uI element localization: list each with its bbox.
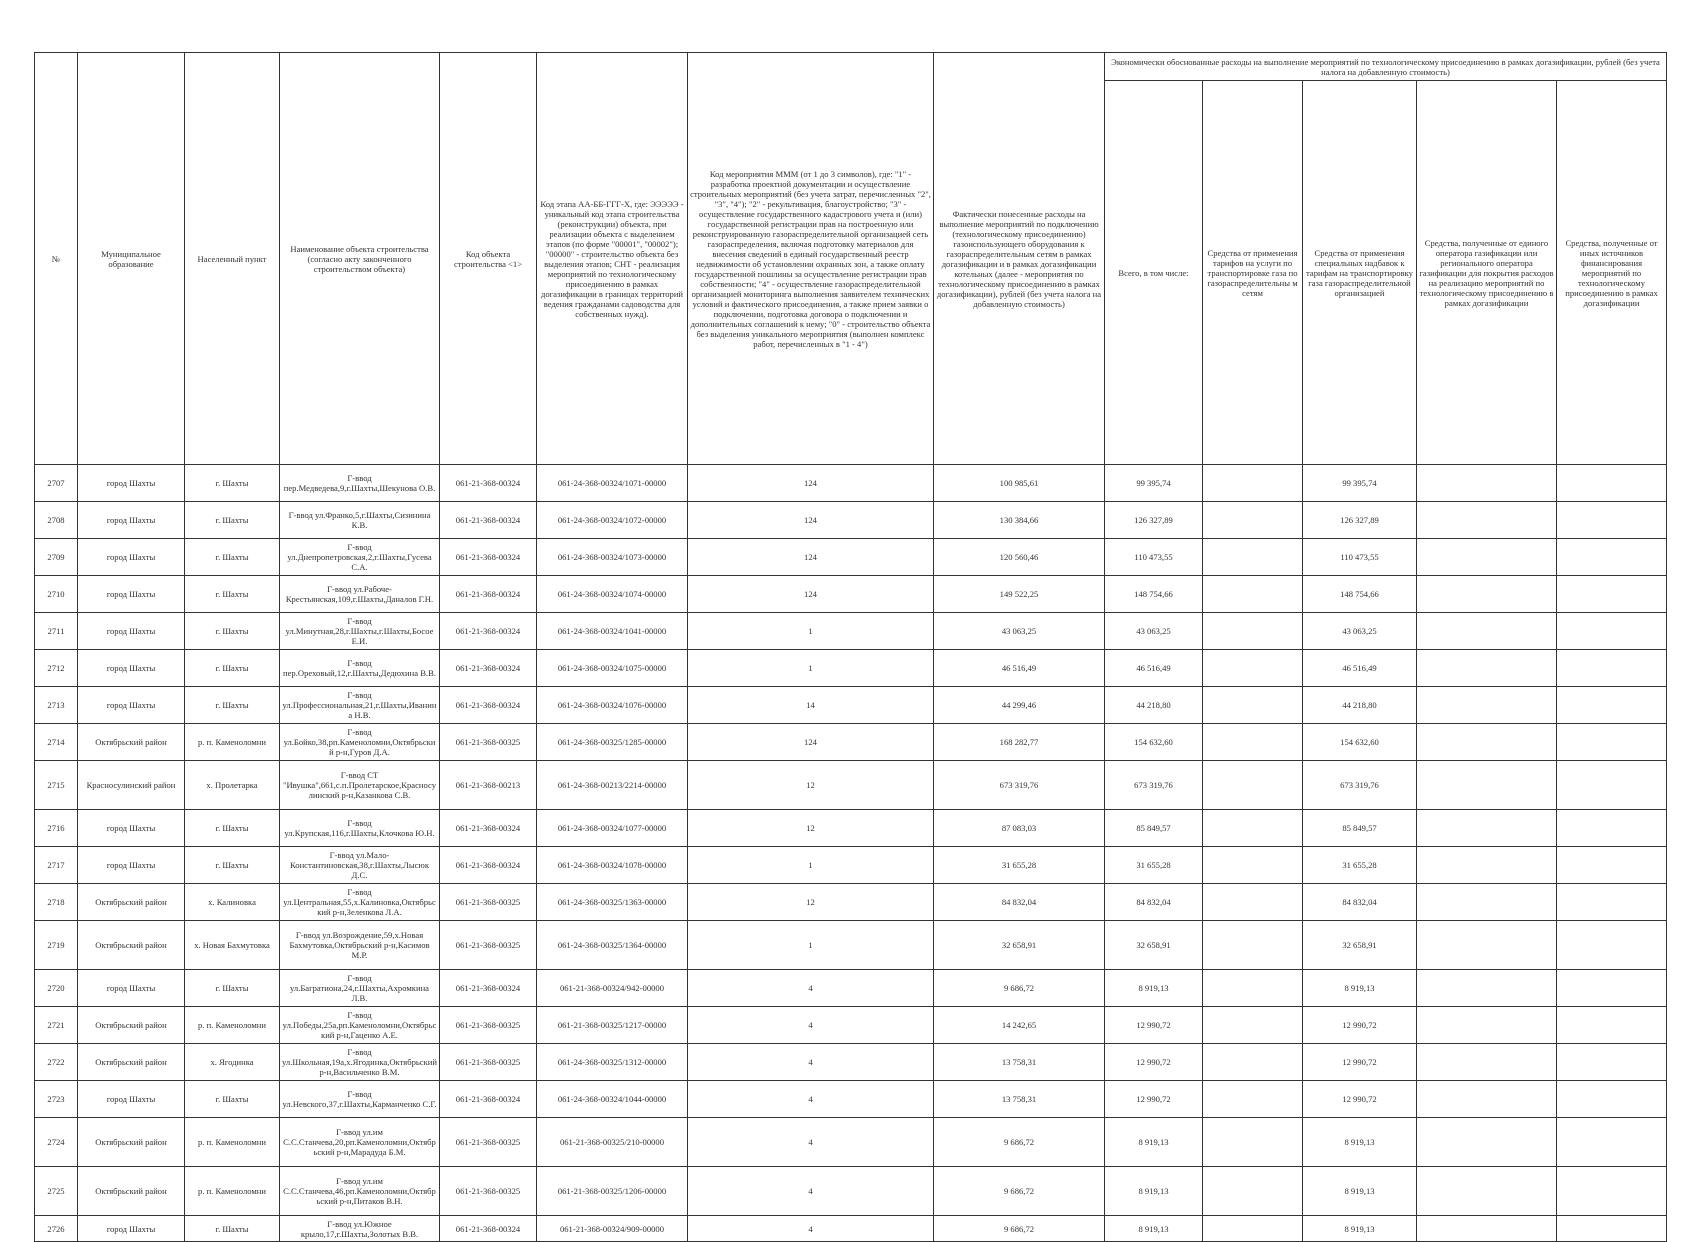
- cell-special-markup: 12 990,72: [1303, 1007, 1417, 1044]
- header-other-sources: Средства, полученные от иных источников финансирования мероприятий по технологическому присоединению в рамках догазификации: [1557, 81, 1667, 465]
- cell-event-code: 1: [688, 847, 934, 884]
- cell-operator-funds: [1417, 465, 1557, 502]
- cell-operator-funds: [1417, 1081, 1557, 1118]
- cell-actual-expenses: 673 319,76: [934, 761, 1105, 810]
- cell-total: 46 516,49: [1105, 650, 1203, 687]
- cell-object-code: 061-21-368-00324: [440, 1081, 537, 1118]
- cell-total: 12 990,72: [1105, 1044, 1203, 1081]
- cell-other-sources: [1557, 465, 1667, 502]
- cell-stage-code: 061-21-368-00324/909-00000: [537, 1216, 688, 1242]
- cell-num: 2711: [35, 613, 78, 650]
- cell-stage-code: 061-24-368-00325/1285-00000: [537, 724, 688, 761]
- cell-municipality: город Шахты: [78, 1216, 185, 1242]
- cell-operator-funds: [1417, 810, 1557, 847]
- cell-total: 126 327,89: [1105, 502, 1203, 539]
- header-locality: Населенный пункт: [185, 53, 280, 465]
- cell-object-code: 061-21-368-00325: [440, 1167, 537, 1216]
- cell-total: 110 473,55: [1105, 539, 1203, 576]
- cell-actual-expenses: 84 832,04: [934, 884, 1105, 921]
- cell-locality: х. Ягодинка: [185, 1044, 280, 1081]
- cell-operator-funds: [1417, 687, 1557, 724]
- cell-municipality: город Шахты: [78, 502, 185, 539]
- header-tariff-transport: Средства от применения тарифов на услуги по транспортировке газа по газораспределительны м сетям: [1203, 81, 1303, 465]
- cell-other-sources: [1557, 650, 1667, 687]
- cell-object-name: Г-ввод пер.Ореховый,12,г.Шахты,Дедюхина В.В.: [280, 650, 440, 687]
- cell-special-markup: 43 063,25: [1303, 613, 1417, 650]
- table-row: [35, 1167, 1667, 1216]
- table-row: [35, 761, 1667, 810]
- cell-tariff-transport: [1203, 1118, 1303, 1167]
- cell-operator-funds: [1417, 1167, 1557, 1216]
- cell-stage-code: 061-24-368-00324/1071-00000: [537, 465, 688, 502]
- table-row: [35, 970, 1667, 1007]
- cell-actual-expenses: 14 242,65: [934, 1007, 1105, 1044]
- cell-tariff-transport: [1203, 884, 1303, 921]
- cell-other-sources: [1557, 539, 1667, 576]
- cell-num: 2717: [35, 847, 78, 884]
- cell-other-sources: [1557, 921, 1667, 970]
- cell-actual-expenses: 9 686,72: [934, 1118, 1105, 1167]
- cell-total: 84 832,04: [1105, 884, 1203, 921]
- cell-actual-expenses: 9 686,72: [934, 970, 1105, 1007]
- cell-other-sources: [1557, 1167, 1667, 1216]
- table-row: [35, 687, 1667, 724]
- cell-locality: г. Шахты: [185, 847, 280, 884]
- cell-actual-expenses: 9 686,72: [934, 1216, 1105, 1242]
- header-municipality: Муниципальное образование: [78, 53, 185, 465]
- cell-object-name: Г-ввод СТ "Ивушка",661,с.п.Пролетарское,Красносулинский р-н,Казанкова С.В.: [280, 761, 440, 810]
- cell-other-sources: [1557, 1007, 1667, 1044]
- cell-actual-expenses: 149 522,25: [934, 576, 1105, 613]
- cell-municipality: город Шахты: [78, 613, 185, 650]
- cell-tariff-transport: [1203, 687, 1303, 724]
- table-row: [35, 1044, 1667, 1081]
- cell-special-markup: 46 516,49: [1303, 650, 1417, 687]
- cell-total: 154 632,60: [1105, 724, 1203, 761]
- cell-object-name: Г-ввод пер.Медведева,9,г.Шахты,Шекунова О.В.: [280, 465, 440, 502]
- table-row: [35, 650, 1667, 687]
- table-row: [35, 502, 1667, 539]
- cell-object-code: 061-21-368-00324: [440, 810, 537, 847]
- cell-locality: г. Шахты: [185, 613, 280, 650]
- cell-tariff-transport: [1203, 921, 1303, 970]
- cell-stage-code: 061-21-368-00325/210-00000: [537, 1118, 688, 1167]
- cell-event-code: 12: [688, 884, 934, 921]
- cell-stage-code: 061-24-368-00324/1076-00000: [537, 687, 688, 724]
- cell-object-code: 061-21-368-00324: [440, 539, 537, 576]
- cell-actual-expenses: 31 655,28: [934, 847, 1105, 884]
- cell-actual-expenses: 100 985,61: [934, 465, 1105, 502]
- cell-object-name: Г-ввод ул.Центральная,55,х.Калиновка,Октябрьский р-н,Зеленкова Л.А.: [280, 884, 440, 921]
- cell-other-sources: [1557, 1118, 1667, 1167]
- cell-municipality: город Шахты: [78, 847, 185, 884]
- cell-stage-code: 061-24-368-00325/1364-00000: [537, 921, 688, 970]
- cell-stage-code: 061-24-368-00324/1078-00000: [537, 847, 688, 884]
- cell-event-code: 4: [688, 1007, 934, 1044]
- cell-locality: г. Шахты: [185, 576, 280, 613]
- cell-special-markup: 110 473,55: [1303, 539, 1417, 576]
- table-row: [35, 810, 1667, 847]
- cell-operator-funds: [1417, 576, 1557, 613]
- cell-locality: г. Шахты: [185, 465, 280, 502]
- cell-num: 2725: [35, 1167, 78, 1216]
- cell-object-name: Г-ввод ул.Победы,25а,рп.Каменоломни,Октябрьский р-н,Гаценко А.Е.: [280, 1007, 440, 1044]
- header-stage-code: Код этапа АА-ББ-ГГГ-Х, где: ЭЭЭЭЭ - уникальный код этапа строительства (реконструкции) объекта, при реализации объекта с выделением этапов (по форме "00001", "00002"); "00000" - строительство объекта без выделения этапов; СНТ - реализация мероприятий по технологическому присоединению в рамках догазификации в границах территорий ведения гражданами садоводства для собственных нужд).: [537, 53, 688, 465]
- cell-tariff-transport: [1203, 1044, 1303, 1081]
- cell-num: 2720: [35, 970, 78, 1007]
- cell-special-markup: 44 218,80: [1303, 687, 1417, 724]
- cell-other-sources: [1557, 970, 1667, 1007]
- cell-locality: г. Шахты: [185, 970, 280, 1007]
- cell-object-name: Г-ввод ул.Франко,5,г.Шахты,Сизинина К.В.: [280, 502, 440, 539]
- cell-num: 2716: [35, 810, 78, 847]
- header-actual-expenses: Фактически понесенные расходы на выполнение мероприятий по подключению (технологическому присоединению) газоиспользующего оборудования к газораспределительным сетям в рамках догазификации и в рамках догазификации котельных (далее - мероприятия по технологическому присоединению в рамках догазификации), рублей (без учета налога на добавленную стоимость): [934, 53, 1105, 465]
- cell-total: 8 919,13: [1105, 1216, 1203, 1242]
- cell-locality: р. п. Каменоломни: [185, 1118, 280, 1167]
- cell-special-markup: 126 327,89: [1303, 502, 1417, 539]
- cell-num: 2726: [35, 1216, 78, 1242]
- cell-special-markup: 8 919,13: [1303, 1167, 1417, 1216]
- cell-event-code: 4: [688, 1167, 934, 1216]
- cell-special-markup: 8 919,13: [1303, 1118, 1417, 1167]
- cell-object-code: 061-21-368-00324: [440, 502, 537, 539]
- cell-total: 12 990,72: [1105, 1081, 1203, 1118]
- table-row: [35, 1216, 1667, 1242]
- cell-object-name: Г-ввод ул.Рабоче-Крестьянская,109,г.Шахты,Даналов Г.Н.: [280, 576, 440, 613]
- header-operator-funds: Средства, полученные от единого оператора газификации или регионального оператора газификации для покрытия расходов на реализацию мероприятий по технологическому присоединению в рамках догазификации: [1417, 81, 1557, 465]
- cell-stage-code: 061-24-368-00324/1074-00000: [537, 576, 688, 613]
- cell-object-code: 061-21-368-00324: [440, 1216, 537, 1242]
- cell-event-code: 124: [688, 576, 934, 613]
- cell-tariff-transport: [1203, 1007, 1303, 1044]
- cell-other-sources: [1557, 847, 1667, 884]
- cell-stage-code: 061-24-368-00324/1072-00000: [537, 502, 688, 539]
- table-row: [35, 921, 1667, 970]
- cell-total: 85 849,57: [1105, 810, 1203, 847]
- cell-object-name: Г-ввод ул.Мало-Константиновская,38,г.Шахты,Лысюк Д.С.: [280, 847, 440, 884]
- cell-actual-expenses: 43 063,25: [934, 613, 1105, 650]
- cell-other-sources: [1557, 1216, 1667, 1242]
- cell-tariff-transport: [1203, 847, 1303, 884]
- cell-total: 8 919,13: [1105, 970, 1203, 1007]
- cell-total: 12 990,72: [1105, 1007, 1203, 1044]
- cell-actual-expenses: 46 516,49: [934, 650, 1105, 687]
- cell-other-sources: [1557, 502, 1667, 539]
- cell-object-code: 061-21-368-00324: [440, 970, 537, 1007]
- cell-total: 43 063,25: [1105, 613, 1203, 650]
- cell-tariff-transport: [1203, 810, 1303, 847]
- cell-operator-funds: [1417, 724, 1557, 761]
- cell-locality: г. Шахты: [185, 650, 280, 687]
- table-row: [35, 724, 1667, 761]
- cell-actual-expenses: 13 758,31: [934, 1081, 1105, 1118]
- cell-special-markup: 673 319,76: [1303, 761, 1417, 810]
- cell-operator-funds: [1417, 1007, 1557, 1044]
- cell-stage-code: 061-24-368-00324/1073-00000: [537, 539, 688, 576]
- cell-municipality: город Шахты: [78, 687, 185, 724]
- cell-municipality: Октябрьский район: [78, 1118, 185, 1167]
- cell-stage-code: 061-21-368-00325/1217-00000: [537, 1007, 688, 1044]
- cell-stage-code: 061-24-368-00325/1363-00000: [537, 884, 688, 921]
- cell-operator-funds: [1417, 884, 1557, 921]
- cell-object-name: Г-ввод ул.Школьная,19а,х.Ягодинка,Октябрьский р-н,Васильченко В.М.: [280, 1044, 440, 1081]
- cell-locality: р. п. Каменоломни: [185, 724, 280, 761]
- cell-other-sources: [1557, 724, 1667, 761]
- cell-num: 2709: [35, 539, 78, 576]
- cell-locality: г. Шахты: [185, 502, 280, 539]
- cell-tariff-transport: [1203, 1081, 1303, 1118]
- cell-object-code: 061-21-368-00325: [440, 724, 537, 761]
- cell-locality: р. п. Каменоломни: [185, 1167, 280, 1216]
- cell-event-code: 12: [688, 810, 934, 847]
- cell-operator-funds: [1417, 502, 1557, 539]
- cell-stage-code: 061-24-368-00213/2214-00000: [537, 761, 688, 810]
- cell-stage-code: 061-24-368-00324/1077-00000: [537, 810, 688, 847]
- cell-tariff-transport: [1203, 502, 1303, 539]
- cell-locality: г. Шахты: [185, 1216, 280, 1242]
- cell-municipality: Красносулинский район: [78, 761, 185, 810]
- cell-num: 2722: [35, 1044, 78, 1081]
- cell-actual-expenses: 87 083,03: [934, 810, 1105, 847]
- cell-municipality: Октябрьский район: [78, 1007, 185, 1044]
- cell-object-name: Г-ввод ул.Возрождение,59,х.Новая Бахмутовка,Октябрьский р-н,Касимов М.Р.: [280, 921, 440, 970]
- cell-object-code: 061-21-368-00324: [440, 576, 537, 613]
- cell-municipality: город Шахты: [78, 465, 185, 502]
- cell-tariff-transport: [1203, 761, 1303, 810]
- table-body: [35, 465, 1667, 1242]
- cell-municipality: город Шахты: [78, 1081, 185, 1118]
- expenses-table: [34, 52, 1667, 1242]
- cell-municipality: Октябрьский район: [78, 1044, 185, 1081]
- cell-event-code: 124: [688, 502, 934, 539]
- header-object-code: Код объекта строительства <1>: [440, 53, 537, 465]
- cell-total: 8 919,13: [1105, 1167, 1203, 1216]
- header-object-name: Наименование объекта строительства (согласно акту законченного строительством объекта): [280, 53, 440, 465]
- cell-locality: г. Шахты: [185, 539, 280, 576]
- cell-object-code: 061-21-368-00324: [440, 613, 537, 650]
- cell-event-code: 4: [688, 1081, 934, 1118]
- cell-municipality: Октябрьский район: [78, 884, 185, 921]
- cell-locality: г. Шахты: [185, 687, 280, 724]
- cell-num: 2713: [35, 687, 78, 724]
- cell-other-sources: [1557, 761, 1667, 810]
- cell-actual-expenses: 32 658,91: [934, 921, 1105, 970]
- header-special-markup: Средства от применения специальных надбавок к тарифам на транспортировку газа газораспределительной организацией: [1303, 81, 1417, 465]
- cell-object-name: Г-ввод ул.им С.С.Станчева,46,рп.Каменоломни,Октябрьский р-н,Питаков В.Н.: [280, 1167, 440, 1216]
- cell-tariff-transport: [1203, 724, 1303, 761]
- table-row: [35, 1081, 1667, 1118]
- table-row: [35, 539, 1667, 576]
- cell-locality: г. Шахты: [185, 1081, 280, 1118]
- cell-special-markup: 84 832,04: [1303, 884, 1417, 921]
- cell-num: 2714: [35, 724, 78, 761]
- cell-event-code: 4: [688, 1118, 934, 1167]
- cell-total: 673 319,76: [1105, 761, 1203, 810]
- cell-num: 2719: [35, 921, 78, 970]
- cell-operator-funds: [1417, 970, 1557, 1007]
- cell-special-markup: 12 990,72: [1303, 1044, 1417, 1081]
- cell-object-name: Г-ввод ул.Минутная,28,г.Шахты,г.Шахты,Босое Е.И.: [280, 613, 440, 650]
- cell-actual-expenses: 13 758,31: [934, 1044, 1105, 1081]
- cell-locality: х. Пролетарка: [185, 761, 280, 810]
- cell-locality: р. п. Каменоломни: [185, 1007, 280, 1044]
- cell-num: 2724: [35, 1118, 78, 1167]
- cell-object-name: Г-ввод ул.Днепропетровская,2,г.Шахты,Гусева С.А.: [280, 539, 440, 576]
- cell-municipality: город Шахты: [78, 970, 185, 1007]
- cell-special-markup: 12 990,72: [1303, 1081, 1417, 1118]
- cell-object-code: 061-21-368-00325: [440, 884, 537, 921]
- cell-object-code: 061-21-368-00213: [440, 761, 537, 810]
- cell-other-sources: [1557, 884, 1667, 921]
- cell-num: 2712: [35, 650, 78, 687]
- cell-municipality: Октябрьский район: [78, 724, 185, 761]
- cell-tariff-transport: [1203, 1216, 1303, 1242]
- cell-stage-code: 061-21-368-00324/942-00000: [537, 970, 688, 1007]
- cell-tariff-transport: [1203, 1167, 1303, 1216]
- table-row: [35, 1118, 1667, 1167]
- cell-object-name: Г-ввод ул.им С.С.Станчева,20,рп.Каменоломни,Октябрьский р-н,Марадуда Б.М.: [280, 1118, 440, 1167]
- cell-tariff-transport: [1203, 613, 1303, 650]
- cell-object-name: Г-ввод ул.Багратиона,24,г.Шахты,Ахромкина Л.В.: [280, 970, 440, 1007]
- cell-actual-expenses: 130 384,66: [934, 502, 1105, 539]
- cell-num: 2708: [35, 502, 78, 539]
- cell-municipality: Октябрьский район: [78, 921, 185, 970]
- cell-total: 32 658,91: [1105, 921, 1203, 970]
- cell-num: 2710: [35, 576, 78, 613]
- cell-stage-code: 061-24-368-00324/1075-00000: [537, 650, 688, 687]
- cell-event-code: 4: [688, 1216, 934, 1242]
- cell-object-code: 061-21-368-00325: [440, 1007, 537, 1044]
- cell-municipality: город Шахты: [78, 650, 185, 687]
- cell-operator-funds: [1417, 613, 1557, 650]
- cell-num: 2715: [35, 761, 78, 810]
- cell-special-markup: 85 849,57: [1303, 810, 1417, 847]
- table-row: [35, 576, 1667, 613]
- cell-event-code: 124: [688, 465, 934, 502]
- table-row: [35, 465, 1667, 502]
- table-row: [35, 1007, 1667, 1044]
- cell-special-markup: 32 658,91: [1303, 921, 1417, 970]
- cell-tariff-transport: [1203, 650, 1303, 687]
- table-row: [35, 847, 1667, 884]
- header-econ-justified: Экономически обоснованные расходы на выполнение мероприятий по технологическому присоединению в рамках догазификации, рублей (без учета налога на добавленную стоимость): [1105, 53, 1667, 81]
- cell-special-markup: 154 632,60: [1303, 724, 1417, 761]
- cell-total: 8 919,13: [1105, 1118, 1203, 1167]
- cell-event-code: 1: [688, 613, 934, 650]
- cell-total: 31 655,28: [1105, 847, 1203, 884]
- cell-operator-funds: [1417, 1216, 1557, 1242]
- cell-object-code: 061-21-368-00325: [440, 1118, 537, 1167]
- cell-stage-code: 061-24-368-00324/1044-00000: [537, 1081, 688, 1118]
- cell-municipality: Октябрьский район: [78, 1167, 185, 1216]
- cell-locality: х. Новая Бахмутовка: [185, 921, 280, 970]
- cell-num: 2721: [35, 1007, 78, 1044]
- cell-other-sources: [1557, 1044, 1667, 1081]
- cell-total: 99 395,74: [1105, 465, 1203, 502]
- cell-event-code: 1: [688, 650, 934, 687]
- cell-event-code: 124: [688, 539, 934, 576]
- cell-object-name: Г-ввод ул.Бойко,38,рп.Каменоломни,Октябрьский р-н,Гуров Д.А.: [280, 724, 440, 761]
- cell-object-name: Г-ввод ул.Южное крыло,17,г.Шахты,Золотых В.В.: [280, 1216, 440, 1242]
- cell-object-code: 061-21-368-00324: [440, 650, 537, 687]
- cell-operator-funds: [1417, 847, 1557, 884]
- cell-locality: г. Шахты: [185, 810, 280, 847]
- cell-tariff-transport: [1203, 970, 1303, 1007]
- cell-other-sources: [1557, 810, 1667, 847]
- cell-special-markup: 8 919,13: [1303, 970, 1417, 1007]
- cell-special-markup: 31 655,28: [1303, 847, 1417, 884]
- cell-object-code: 061-21-368-00324: [440, 465, 537, 502]
- cell-special-markup: 148 754,66: [1303, 576, 1417, 613]
- cell-municipality: город Шахты: [78, 539, 185, 576]
- table-header: [35, 53, 1667, 465]
- cell-operator-funds: [1417, 1044, 1557, 1081]
- cell-event-code: 124: [688, 724, 934, 761]
- cell-municipality: город Шахты: [78, 576, 185, 613]
- cell-operator-funds: [1417, 539, 1557, 576]
- cell-other-sources: [1557, 613, 1667, 650]
- cell-object-code: 061-21-368-00325: [440, 921, 537, 970]
- cell-event-code: 4: [688, 1044, 934, 1081]
- cell-event-code: 14: [688, 687, 934, 724]
- cell-num: 2718: [35, 884, 78, 921]
- cell-actual-expenses: 168 282,77: [934, 724, 1105, 761]
- cell-event-code: 12: [688, 761, 934, 810]
- cell-operator-funds: [1417, 761, 1557, 810]
- cell-object-name: Г-ввод ул.Невского,37,г.Шахты,Карманченко С.Г.: [280, 1081, 440, 1118]
- header-event-code: Код мероприятия МММ (от 1 до 3 символов), где: "1" - разработка проектной документации и осуществление строительных мероприятий (без учета затрат, перечисленных "2", "3", "4"); "2" - рекультивация, благоустройство; "3" - осуществление государственного кадастрового учета и (или) государственной регистрации прав на построенную или реконструированную газораспределительной организацией сеть газораспределения, включая подготовку материалов для внесения сведений в единый государственный реестр недвижимости об установлении охранных зон, а также оплату государственной пошлины за осуществление регистрации прав собственности; "4" - осуществление газораспределительной организацией мониторинга выполнения заявителем технических условий и фактического присоединения, а также прием заявки о подключении, подготовка договора о подключении и дополнительных соглашений к нему; "0" - строительство объекта без выделения уникального мероприятия (выполнен комплекс работ, перечисленных в "1 - 4"): [688, 53, 934, 465]
- cell-object-name: Г-ввод ул.Крупская,116,г.Шахты,Клочкова Ю.Н.: [280, 810, 440, 847]
- table-row: [35, 884, 1667, 921]
- header-num: №: [35, 53, 78, 465]
- cell-stage-code: 061-24-368-00324/1041-00000: [537, 613, 688, 650]
- cell-special-markup: 99 395,74: [1303, 465, 1417, 502]
- cell-tariff-transport: [1203, 576, 1303, 613]
- cell-event-code: 4: [688, 970, 934, 1007]
- table-row: [35, 613, 1667, 650]
- cell-special-markup: 8 919,13: [1303, 1216, 1417, 1242]
- cell-operator-funds: [1417, 1118, 1557, 1167]
- cell-locality: х. Калиновка: [185, 884, 280, 921]
- cell-object-code: 061-21-368-00324: [440, 847, 537, 884]
- cell-other-sources: [1557, 687, 1667, 724]
- cell-municipality: город Шахты: [78, 810, 185, 847]
- cell-tariff-transport: [1203, 465, 1303, 502]
- cell-tariff-transport: [1203, 539, 1303, 576]
- cell-operator-funds: [1417, 921, 1557, 970]
- cell-actual-expenses: 9 686,72: [934, 1167, 1105, 1216]
- cell-other-sources: [1557, 1081, 1667, 1118]
- cell-actual-expenses: 44 299,46: [934, 687, 1105, 724]
- cell-object-name: Г-ввод ул.Профессиональная,21,г.Шахты,Иванина Н.В.: [280, 687, 440, 724]
- cell-actual-expenses: 120 560,46: [934, 539, 1105, 576]
- cell-num: 2723: [35, 1081, 78, 1118]
- header-total: Всего, в том числе:: [1105, 81, 1203, 465]
- cell-stage-code: 061-24-368-00325/1312-00000: [537, 1044, 688, 1081]
- cell-num: 2707: [35, 465, 78, 502]
- cell-total: 44 218,80: [1105, 687, 1203, 724]
- cell-object-code: 061-21-368-00324: [440, 687, 537, 724]
- cell-total: 148 754,66: [1105, 576, 1203, 613]
- cell-operator-funds: [1417, 650, 1557, 687]
- cell-object-code: 061-21-368-00325: [440, 1044, 537, 1081]
- cell-stage-code: 061-21-368-00325/1206-00000: [537, 1167, 688, 1216]
- cell-other-sources: [1557, 576, 1667, 613]
- cell-event-code: 1: [688, 921, 934, 970]
